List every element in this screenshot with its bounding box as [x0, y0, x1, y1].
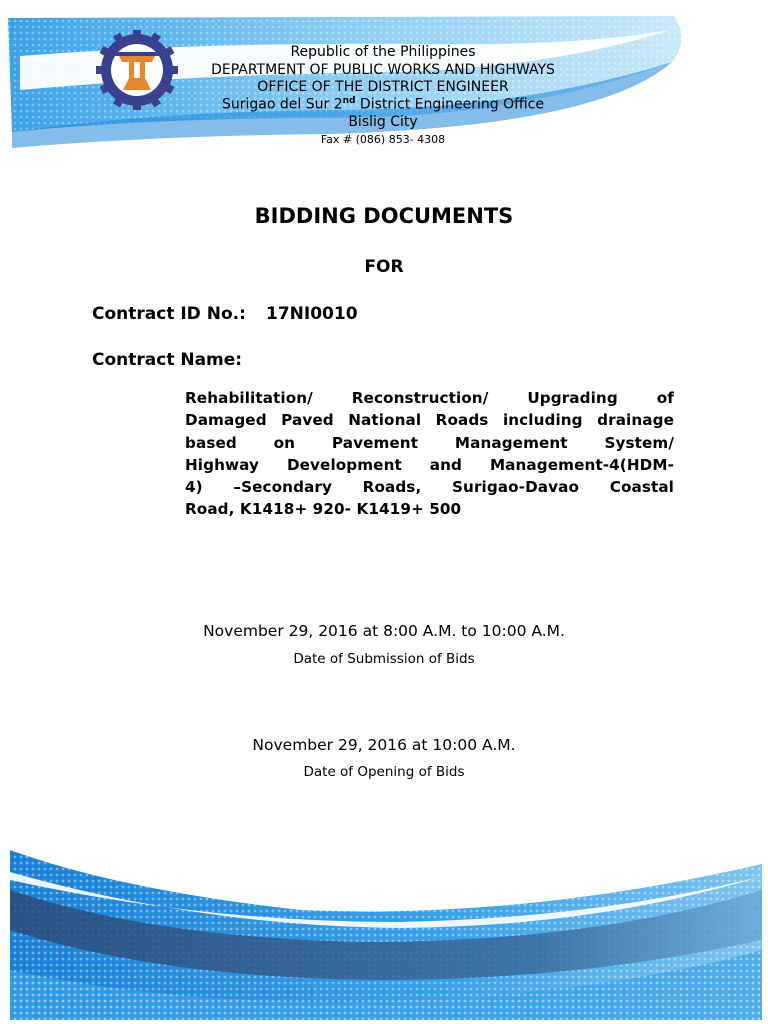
- header-district-suffix: District Engineering Office: [355, 96, 544, 113]
- header-fax: Fax # (086) 853- 4308: [320, 133, 446, 146]
- contract-name-line: 4) –Secondary Roads, Surigao-Davao Coastal: [185, 478, 674, 497]
- contract-id-value: 17NI0010: [266, 304, 358, 324]
- header-republic: Republic of the Philippines: [290, 44, 476, 60]
- contract-name-line: Damaged Paved National Roads including drainage: [185, 411, 674, 430]
- header-office: OFFICE OF THE DISTRICT ENGINEER: [257, 79, 509, 95]
- contract-name-line: Rehabilitation/ Reconstruction/ Upgrading of: [185, 389, 674, 407]
- submission-caption: Date of Submission of Bids: [293, 651, 475, 667]
- contract-name-label: Contract Name:: [92, 350, 243, 370]
- contract-name-text: [185, 387, 674, 521]
- opening-date: November 29, 2016 at 10:00 A.M.: [252, 736, 516, 754]
- contract-name-line: Highway Development and Management-4(HDM-: [185, 455, 674, 474]
- header-district-ordinal: nd: [342, 96, 356, 106]
- header-city: Bislig City: [348, 114, 418, 130]
- footer-wave-decoration: [0, 830, 768, 1024]
- contract-name-line: based on Pavement Management System/: [185, 433, 674, 452]
- document-title: BIDDING DOCUMENTS: [254, 204, 514, 228]
- opening-caption: Date of Opening of Bids: [303, 764, 465, 780]
- contract-name-line: Road, K1418+ 920- K1419+ 500: [185, 500, 462, 519]
- header-district-prefix: Surigao del Sur 2: [222, 96, 343, 113]
- submission-date: November 29, 2016 at 8:00 A.M. to 10:00 A.M.: [203, 622, 565, 640]
- header-department: DEPARTMENT OF PUBLIC WORKS AND HIGHWAYS: [211, 62, 555, 78]
- for-label: FOR: [364, 257, 404, 277]
- header-district-office: [150, 96, 616, 113]
- contract-id-label: Contract ID No.:: [92, 304, 246, 324]
